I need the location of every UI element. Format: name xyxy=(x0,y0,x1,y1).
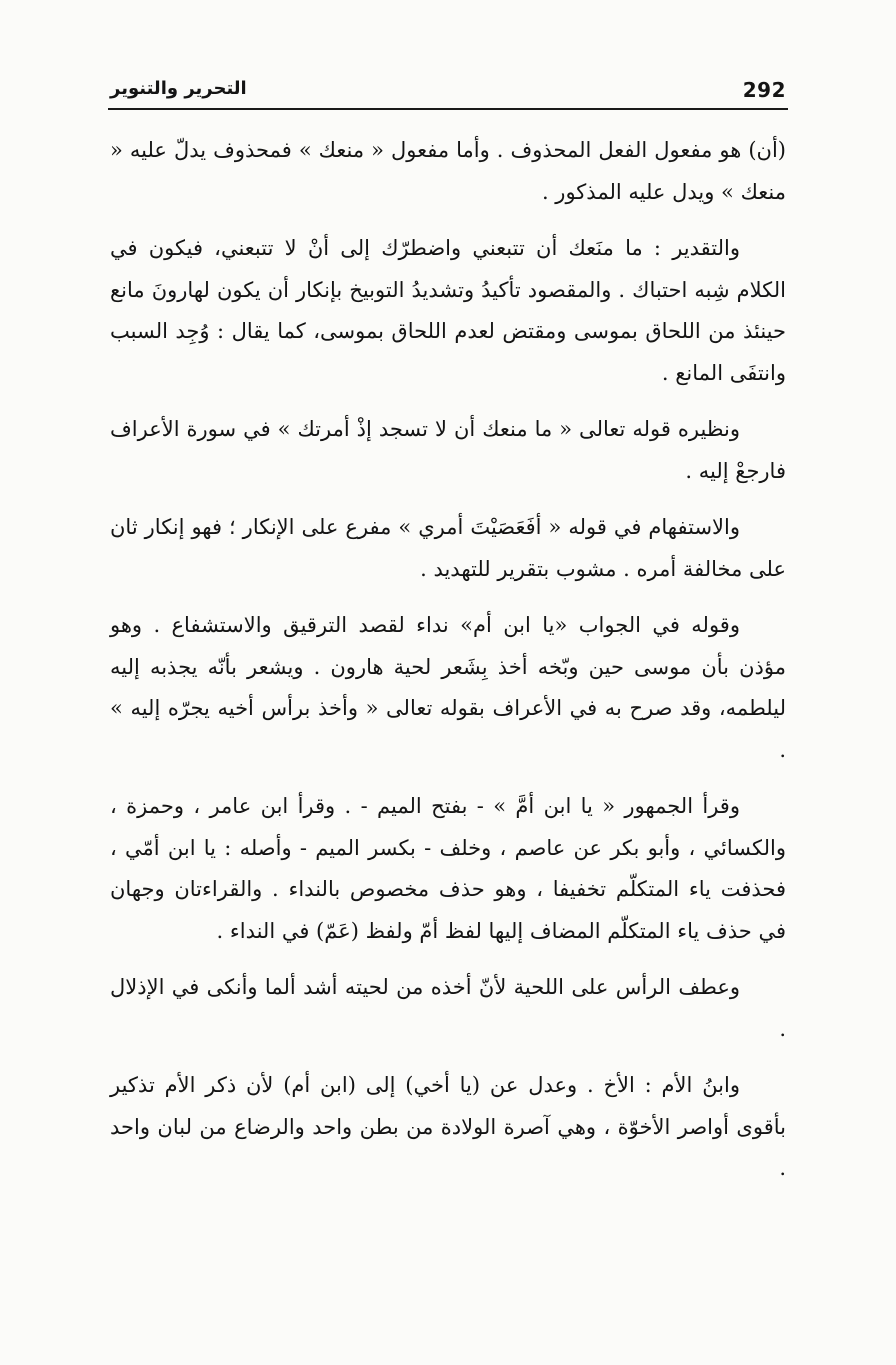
running-title: التحرير والتنوير xyxy=(110,78,247,99)
paragraph: ونظيره قوله تعالى « ما منعك أن لا تسجد إذْ أمرتك » في سورة الأعراف فارجعْ إليه . xyxy=(110,417,786,483)
paragraph: وعطف الرأس على اللحية لأنّ أخذه من لحيته أشد ألما وأنكى في الإذلال . xyxy=(110,975,786,1041)
paragraph: وابنُ الأم : الأخ . وعدل عن (يا أخي) إلى (ابن أم) لأن ذكر الأم تذكير بأقوى أواصر الأخوّة ، وهي آصرة الولادة من بطن واحد والرضاع من لبان واحد . xyxy=(110,1073,786,1180)
page-header xyxy=(108,76,788,110)
page-body xyxy=(110,130,786,1205)
paragraph: والاستفهام في قوله « أفَعَصَيْتَ أمري » مفرع على الإنكار ؛ فهو إنكار ثان على مخالفة أمره . مشوب بتقرير للتهديد . xyxy=(110,515,786,581)
paragraph: (أن) هو مفعول الفعل المحذوف . وأما مفعول « منعك » فمحذوف يدلّ عليه « منعك » ويدل عليه المذكور . xyxy=(110,138,786,204)
page-number: 292 xyxy=(742,78,786,102)
paragraph: وقوله في الجواب «يا ابن أم» نداء لقصد الترقيق والاستشفاع . وهو مؤذن بأن موسى حين وبّخه أخذ بِشَعر لحية هارون . ويشعر بأنّه يجذبه إليه ليلطمه، وقد صرح به في الأعراف بقوله تعالى « وأخذ برأس أخيه يجرّه إليه » . xyxy=(110,613,786,762)
paragraph: وقرأ الجمهور « يا ابن أمَّ » - بفتح الميم - . وقرأ ابن عامر ، وحمزة ، والكسائي ، وأبو بكر عن عاصم ، وخلف - بكسر الميم - وأصله : يا ابن أمّي ، فحذفت ياء المتكلّم تخفيفا ، وهو حذف مخصوص بالنداء . والقراءتان وجهان في حذف ياء المتكلّم المضاف إليها لفظ أمّ ولفظ (عَمّ) في النداء . xyxy=(110,794,786,943)
paragraph: والتقدير : ما منَعك أن تتبعني واضطرّك إلى أنْ لا تتبعني، فيكون في الكلام شِبه احتباك . والمقصود تأكيدُ وتشديدُ التوبيخ بإنكار أن يكون لهارونَ مانع حينئذ من اللحاق بموسى ومقتض لعدم اللحاق بموسى، كما يقال : وُجِد السبب وانتفَى المانع . xyxy=(110,236,786,385)
